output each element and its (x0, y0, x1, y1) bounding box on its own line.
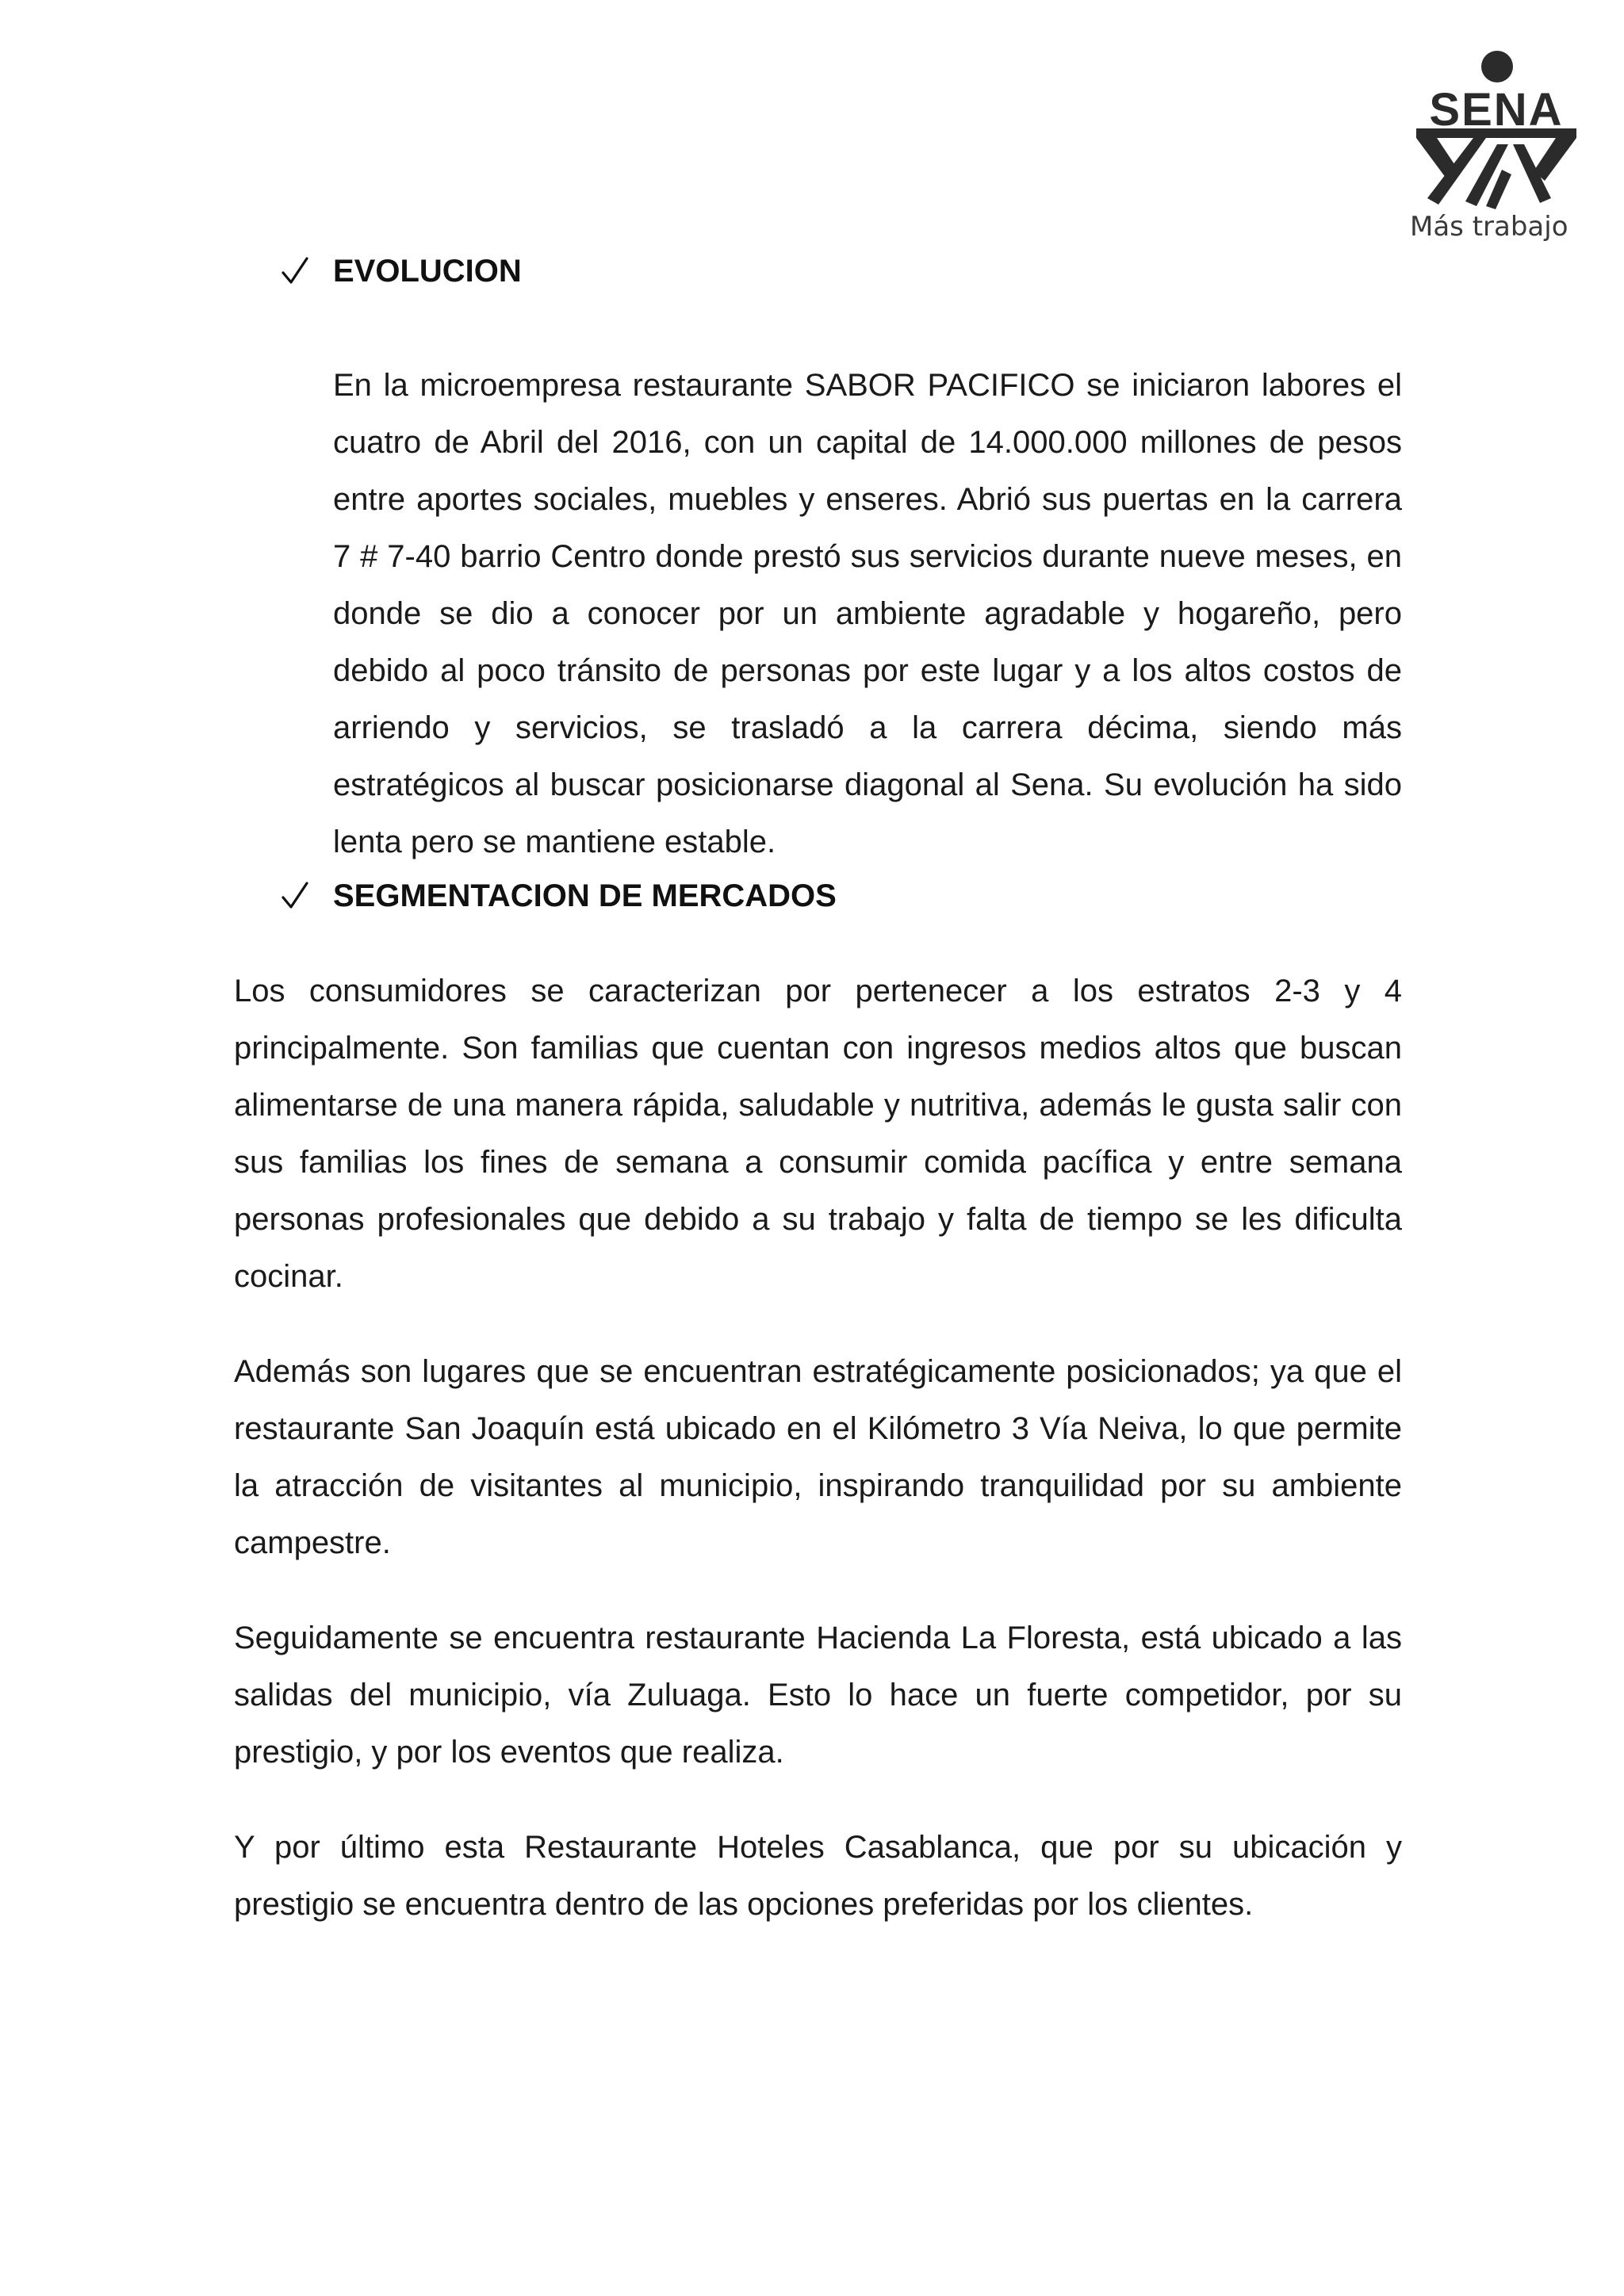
paragraph-san-joaquin: Además son lugares que se encuentran estratégicamente posicionados; ya que el restaurante San Joaquín está ubicado en el Kilómetro 3 Vía Neiva, lo que permite la atracción de visitantes al municipio, inspirando tranquilidad por su ambiente campestre. (234, 1354, 1402, 1560)
logo-slogan: Más trabajo (1410, 211, 1568, 243)
paragraph-hacienda-la-floresta: Seguidamente se encuentra restaurante Hacienda La Floresta, está ubicado a las salidas del municipio, vía Zuluaga. Esto lo hace un fuerte competidor, por su prestigio, y por los eventos que realiza. (234, 1621, 1402, 1770)
checkmark-icon (281, 880, 309, 912)
paragraph-casablanca: Y por último esta Restaurante Hoteles Casablanca, que por su ubicación y prestigio se encuentra dentro de las opciones preferidas por los clientes. (234, 1830, 1402, 1922)
paragraph-evolucion: En la microempresa restaurante SABOR PACIFICO se iniciaron labores el cuatro de Abril del 2016, con un capital de 14.000.000 millones de pesos entre aportes sociales, muebles y enseres. Abrió sus puertas en la carrera 7 # 7-40 barrio Centro donde prestó sus servicios durante nueve meses, en donde se dio a conocer por un ambiente agradable y hogareño, pero debido al poco tránsito de personas por este lugar y a los altos costos de arriendo y servicios, se trasladó a la carrera décima, siendo más estratégicos al buscar posicionarse diagonal al Sena. Su evolución ha sido lenta pero se mantiene estable. (333, 368, 1402, 859)
logo-name: SENA (1429, 84, 1564, 136)
heading-evolucion (281, 255, 522, 287)
heading-segmentacion (281, 880, 837, 912)
checkmark-icon (281, 255, 309, 287)
heading-segmentacion-text: SEGMENTACION DE MERCADOS (333, 878, 837, 913)
heading-evolucion-text: EVOLUCION (333, 254, 522, 289)
sena-logo (1410, 51, 1600, 257)
paragraph-consumidores: Los consumidores se caracterizan por pertenecer a los estratos 2-3 y 4 principalmente. Son familias que cuentan con ingresos medios altos que buscan alimentarse de una manera rápida, saludable y nutritiva, además le gusta salir con sus familias los fines de semana a consumir comida pacífica y entre semana personas profesionales que debido a su trabajo y falta de tiempo se les dificulta cocinar. (234, 974, 1402, 1294)
